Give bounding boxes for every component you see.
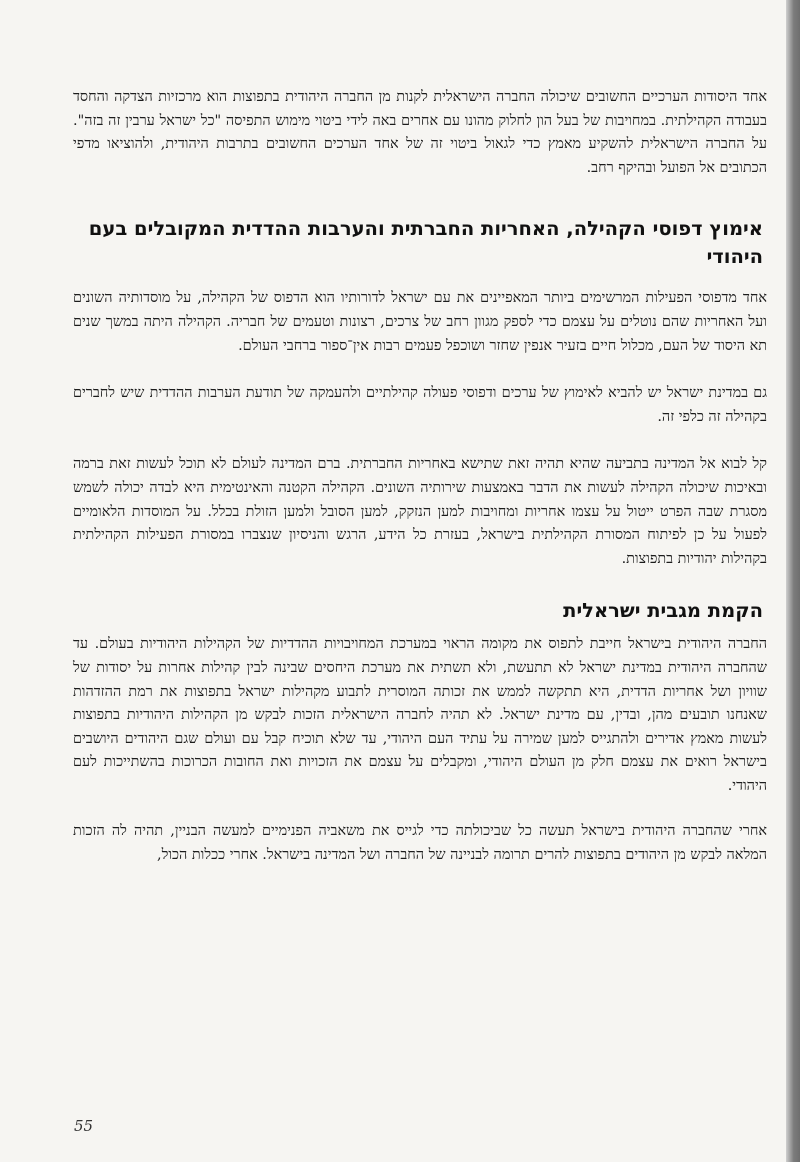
page-number: 55 [74,1117,94,1135]
section-heading-magbit: הקמת מגבית ישראלית [563,599,763,623]
section-heading-community: אימוץ דפוסי הקהילה, האחריות החברתית והערבות ההדדית המקובלים בעם היהודי [88,217,763,269]
magbit-paragraph-1: החברה היהודית בישראל חייבת לתפוס את מקומה הראוי במערכת המחויבויות ההדדיות של הקהילות היהודיות בעולם. עד שהחברה היהודית במדינת ישראל לא תתעשת, ולא תשתית את מערכת היחסים שבינה לבין קהילות אחרות על יסודות של שוויון ושל אחריות הדדית, היא תתקשה לממש את זכותה המוסרית לתבוע מקהילות ישראל בתפוצות את רמת ההזדהות שאנחנו תובעים מהן, ובדין, עם מדינת ישראל. לא תהיה לחברה הישראלית הזכות לבקש מן הקהילות היהודיות בתפוצות לעשות מאמץ אדירים ולהתגייס למען שמירה על עתיד העם היהודי, עד שלא תוכיח קבל עם ועולם שגם היהודים היושבים בישראל רואים את עצמם חלק מן העולם היהודי, ומקבלים על עצמם את הזכויות ואת החובות הכרוכות בהשתייכות לעם היהודי. [73,636,767,794]
magbit-paragraph-2: אחרי שהחברה היהודית בישראל תעשה כל שביכולתה כדי לגייס את משאביה הפנימיים למעשה הבניין, תהיה לה הזכות המלאה לבקש מן היהודים בתפוצות להרים תרומה לבניינה של החברה ושל המדינה בישראל. אחרי ככלות הכול, [73,823,767,864]
intro-paragraph: אחד היסודות הערכיים החשובים שיכולה החברה הישראלית לקנות מן החברה היהודית בתפוצות הוא מרכזיות הצדקה והחסד בעבודה הקהילתית. במחויבות של בעל הון לחלוק מהונו עם אחרים באה לידי ביטוי מימוש התפיסה "כל ישראל ערבין זה בזה". על החברה הישראלית להשקיע מאמץ כדי לגאול ביטוי זה של אחד הערכים החשובים בתרבות היהודית, ולהוציאו מדפי הכתובים אל הפועל ובהיקף רחב. [73,89,767,176]
community-paragraph-1: אחד מדפוסי הפעילות המרשימים ביותר המאפיינים את עם ישראל לדורותיו הוא הדפוס של הקהילה, על מוסדותיה השונים ועל האחריות שהם נוטלים על עצמם כדי לספק מגוון רחב של צרכים, רצונות וטעמים של חבריה. הקהילה היתה במשך שנים תא היסוד של העם, מכלול חיים בזעיר אנפין שחזר ושוכפל פעמים רבות אין־ספור ברחבי העולם. [73,290,767,354]
document-body [73,86,767,868]
page-edge-shadow [786,0,800,1162]
community-paragraph-2: גם במדינת ישראל יש להביא לאימוץ של ערכים ודפוסי פעולה קהילתיים ולהעמקה של תודעת הערבות ההדדית שיש לחברים בקהילה זה כלפי זה. [73,385,767,425]
community-paragraph-3: קל לבוא אל המדינה בתביעה שהיא תהיה זאת שתישא באחריות החברתית. ברם המדינה לעולם לא תוכל לעשות זאת ברמה ובאיכות שיכולה הקהילה לעשות את הדבר באמצעות שירותיה השונים. הקהילה הקטנה והאינטימית היא לבדה יכולה לשמש מסגרת שבה הפרט ייטול על עצמו אחריות ומחויבות למען הנזקק, למען הסובל ולמען הזולת בכלל. על המוסדות הלאומיים לפעול על כן לפיתוח המסורת הקהילתית בישראל, בעזרת כל הידע, הרגש והניסיון שנצברו במסורת הפעילות הקהילתית בקהילות יהודיות בתפוצות. [73,456,767,567]
